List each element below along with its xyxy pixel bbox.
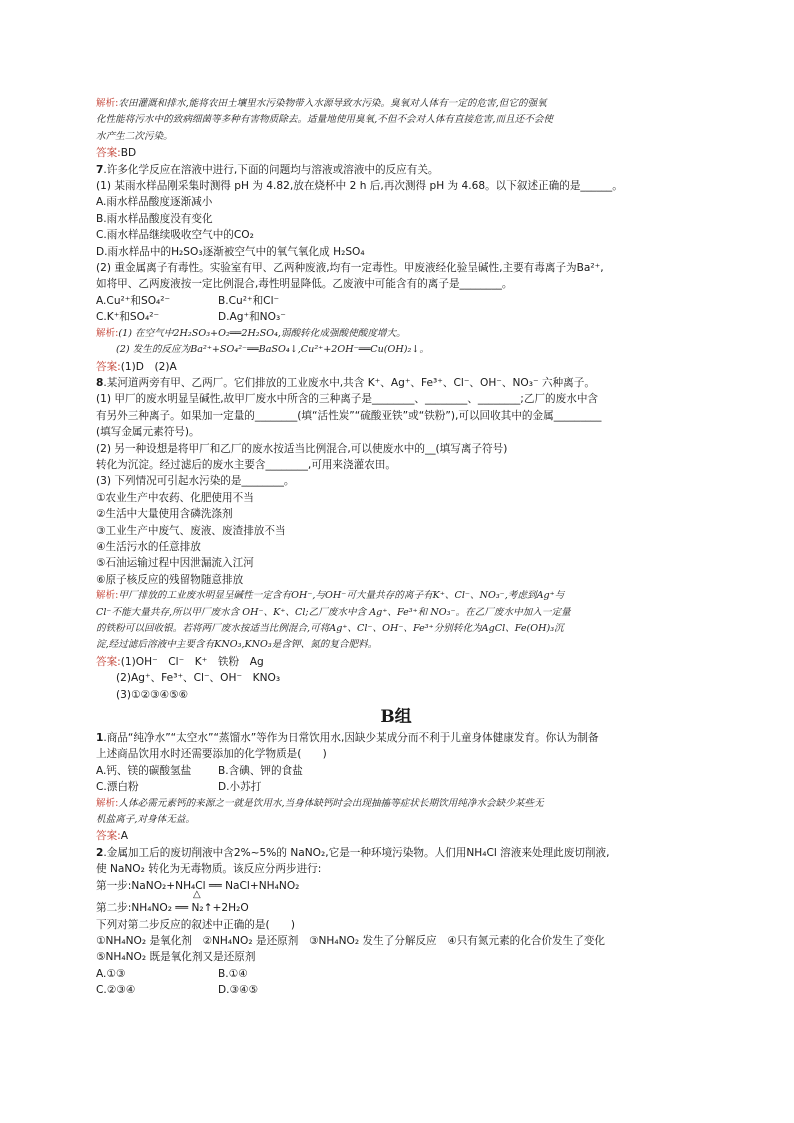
option-row xyxy=(96,763,696,779)
option: B.雨水样品酸度没有变化 xyxy=(96,212,213,225)
question-b2 xyxy=(96,845,696,999)
explanation-line: (2) 发生的反应为Ba²⁺+SO₄²⁻══BaSO₄↓,Cu²⁺+2OH⁻══Cu(OH)₂↓。 xyxy=(116,344,429,356)
option: D.雨水样品中的H₂SO₃逐渐被空气中的氧气氧化成 H₂SO₄ xyxy=(96,245,365,258)
question-number: 2 xyxy=(96,846,104,859)
option: D.小苏打 xyxy=(218,781,262,794)
reaction-step-1: 第一步:NaNO₂+NH₄Cl ══ NaCl+NH₄NO₂ xyxy=(96,879,300,892)
explanation-label: 解析: xyxy=(96,590,119,602)
option: D.Ag⁺和NO₃⁻ xyxy=(218,311,286,324)
explanation-line: 的铁粉可以回收银。若将两厂废水按适当比例混合,可将Ag⁺、Cl⁻、OH⁻、Fe³⁺分别转化为AgCl、Fe(OH)₃沉 xyxy=(96,623,564,634)
sub-question: (2) 另一种设想是将甲厂和乙厂的废水按适当比例混合,可以使废水中的__(填写离子符号) xyxy=(96,442,508,455)
explanation-line: 水产生二次污染。 xyxy=(96,130,173,142)
question-stem: 1.商品“纯净水”“太空水”“蒸馏水”等作为日常饮用水,因缺少某成分而不利于儿童身体健康发育。你认为制备 xyxy=(96,732,599,745)
q7-answer: 答案:(1)D (2)A xyxy=(96,360,177,373)
option: C.K⁺和SO₄²⁻ xyxy=(96,311,160,324)
question-8 xyxy=(96,375,696,703)
explanation-line: 解析:(1) 在空气中2H₂SO₃+O₂══2H₂SO₄,弱酸转化成强酸使酸度增大。 xyxy=(96,327,406,339)
explanation-label: 解析: xyxy=(96,797,119,809)
explanation-line: 机盐离子,对身体无益。 xyxy=(96,814,195,826)
sub-question: (填写金属元素符号)。 xyxy=(96,426,200,439)
question-stem: 8.某河道两旁有甲、乙两厂。它们排放的工业废水中,共含 K⁺、Ag⁺、Fe³⁺、Cl⁻、OH⁻、NO₃⁻ 六种离子。 xyxy=(96,376,595,389)
option: C.雨水样品继续吸收空气中的CO₂ xyxy=(96,229,254,242)
question-stem: 上述商品饮用水时还需要添加的化学物质是( ) xyxy=(96,748,327,761)
option-row xyxy=(96,779,696,795)
list-item: ⑥原子核反应的残留物随意排放 xyxy=(96,573,244,586)
option: C.②③④ xyxy=(96,984,136,997)
list-item: ⑤石油运输过程中因泄漏流入江河 xyxy=(96,557,254,570)
option: A.钙、镁的碳酸氢盐 xyxy=(96,764,192,777)
heat-symbol: △ xyxy=(193,889,201,901)
option: D.③④⑤ xyxy=(218,984,259,997)
answer-line: (2)Ag⁺、Fe³⁺、Cl⁻、OH⁻ KNO₃ xyxy=(116,672,281,685)
explanation-line: 解析:农田灌溉和排水,能将农田土壤里水污染物带入水源导致水污染。臭氧对人体有一定的危害,但它的强氧 xyxy=(96,98,547,109)
option-row xyxy=(96,293,696,309)
answer-label: 答案: xyxy=(96,147,121,160)
question-b1 xyxy=(96,730,696,845)
explanation-line: 化性能将污水中的致病细菌等多种有害物质除去。适量地使用臭氧,不但不会对人体有直接危害,而且还不会使 xyxy=(96,114,554,126)
b1-answer: 答案:A xyxy=(96,830,129,843)
option: A.雨水样品酸度逐渐减小 xyxy=(96,196,213,209)
sub-question: 如将甲、乙两废液按一定比例混合,毒性明显降低。乙废液中可能含有的离子是________。 xyxy=(96,278,513,291)
q6-answer: 答案:BD xyxy=(96,147,137,160)
section-heading: B组 xyxy=(380,707,412,728)
sub-question: (3) 下列情况可引起水污染的是________。 xyxy=(96,475,295,488)
answer-label: 答案: xyxy=(96,655,121,668)
explanation-label: 解析: xyxy=(96,98,119,109)
list-item: ③工业生产中废气、废液、废渣排放不当 xyxy=(96,524,286,537)
question-stem: 2.金属加工后的废切削液中含2%~5%的 NaNO₂,它是一种环境污染物。人们用NH₄Cl 溶液来处理此废切削液, xyxy=(96,846,610,859)
question-number: 7 xyxy=(96,163,104,176)
sub-question: (1) 某雨水样品刚采集时测得 pH 为 4.82,放在烧杯中 2 h 后,再次测得 pH 为 4.68。以下叙述正确的是______。 xyxy=(96,180,623,193)
question-stem: 7.许多化学反应在溶液中进行,下面的问题均与溶液或溶液中的反应有关。 xyxy=(96,163,439,176)
list-item: ④生活污水的任意排放 xyxy=(96,540,201,553)
answer-label: 答案: xyxy=(96,360,121,373)
option: B.①④ xyxy=(218,967,248,980)
explanation-line: Cl⁻不能大量共存,所以甲厂废水含 OH⁻、K⁺、Cl;乙厂废水中含 Ag⁺、Fe³⁺和 NO₃⁻。在乙厂废水中加入一定量 xyxy=(96,606,571,618)
explanation-line: 解析:人体必需元素钙的来源之一就是饮用水,当身体缺钙时会出现抽搐等症状长期饮用纯净水会缺少某些无 xyxy=(96,797,544,809)
option-row xyxy=(96,966,696,982)
list-item: ①农业生产中农药、化肥使用不当 xyxy=(96,491,254,504)
option: A.Cu²⁺和SO₄²⁻ xyxy=(96,294,171,307)
sub-question: 转化为沉淀。经过滤后的废水主要含________,可用来浇灌农田。 xyxy=(96,458,396,471)
q8-answer: 答案:(1)OH⁻ Cl⁻ K⁺ 铁粉 Ag xyxy=(96,655,264,668)
answer-label: 答案: xyxy=(96,830,121,843)
question-number: 1 xyxy=(96,732,104,745)
statement-list: ①NH₄NO₂ 是氧化剂 ②NH₄NO₂ 是还原剂 ③NH₄NO₂ 发生了分解反应 ④只有氮元素的化合价发生了变化 xyxy=(96,934,606,947)
sub-question: (2) 重金属离子有毒性。实验室有甲、乙两种废液,均有一定毒性。甲废液经化验呈碱性,主要有毒离子为Ba²⁺, xyxy=(96,262,604,275)
q6-explanation xyxy=(96,96,696,145)
option: B.Cu²⁺和Cl⁻ xyxy=(218,294,280,307)
statement-list: ⑤NH₄NO₂ 既是氧化剂又是还原剂 xyxy=(96,951,256,964)
sub-question: (1) 甲厂的废水明显呈碱性,故甲厂废水中所含的三种离子是________、________、________;乙厂的废水中含 xyxy=(96,393,599,406)
question-prompt: 下列对第二步反应的叙述中正确的是( ) xyxy=(96,918,295,931)
question-7 xyxy=(96,162,696,375)
option: A.①③ xyxy=(96,967,126,980)
list-item: ②生活中大量使用含磷洗涤剂 xyxy=(96,508,233,521)
option: B.含碘、钾的食盐 xyxy=(218,764,303,777)
reaction-step-2: △ 第二步:NH₄NO₂ ══ N₂↑+2H₂O xyxy=(96,889,249,915)
worksheet-page xyxy=(96,96,696,999)
question-number: 8 xyxy=(96,376,104,389)
question-stem: 使 NaNO₂ 转化为无毒物质。该反应分两步进行: xyxy=(96,863,322,876)
option: C.漂白粉 xyxy=(96,781,139,794)
sub-question: 有另外三种离子。如果加一定量的________(填“活性炭”“硫酸亚铁”或“铁粉”),可以回收其中的金属_________ xyxy=(96,409,602,422)
explanation-line: 解析:甲厂排放的工业废水明显呈碱性一定含有OH⁻,与OH⁻可大量共存的离子有K⁺、Cl⁻、NO₃⁻,考虑到Ag⁺与 xyxy=(96,590,565,602)
answer-line: (3)①②③④⑤⑥ xyxy=(116,688,188,701)
explanation-label: 解析: xyxy=(96,327,119,339)
option-row xyxy=(96,309,696,325)
explanation-line: 淀,经过滤后溶液中主要含有KNO₃,KNO₃是含钾、氮的复合肥料。 xyxy=(96,639,378,651)
option-row xyxy=(96,982,696,998)
